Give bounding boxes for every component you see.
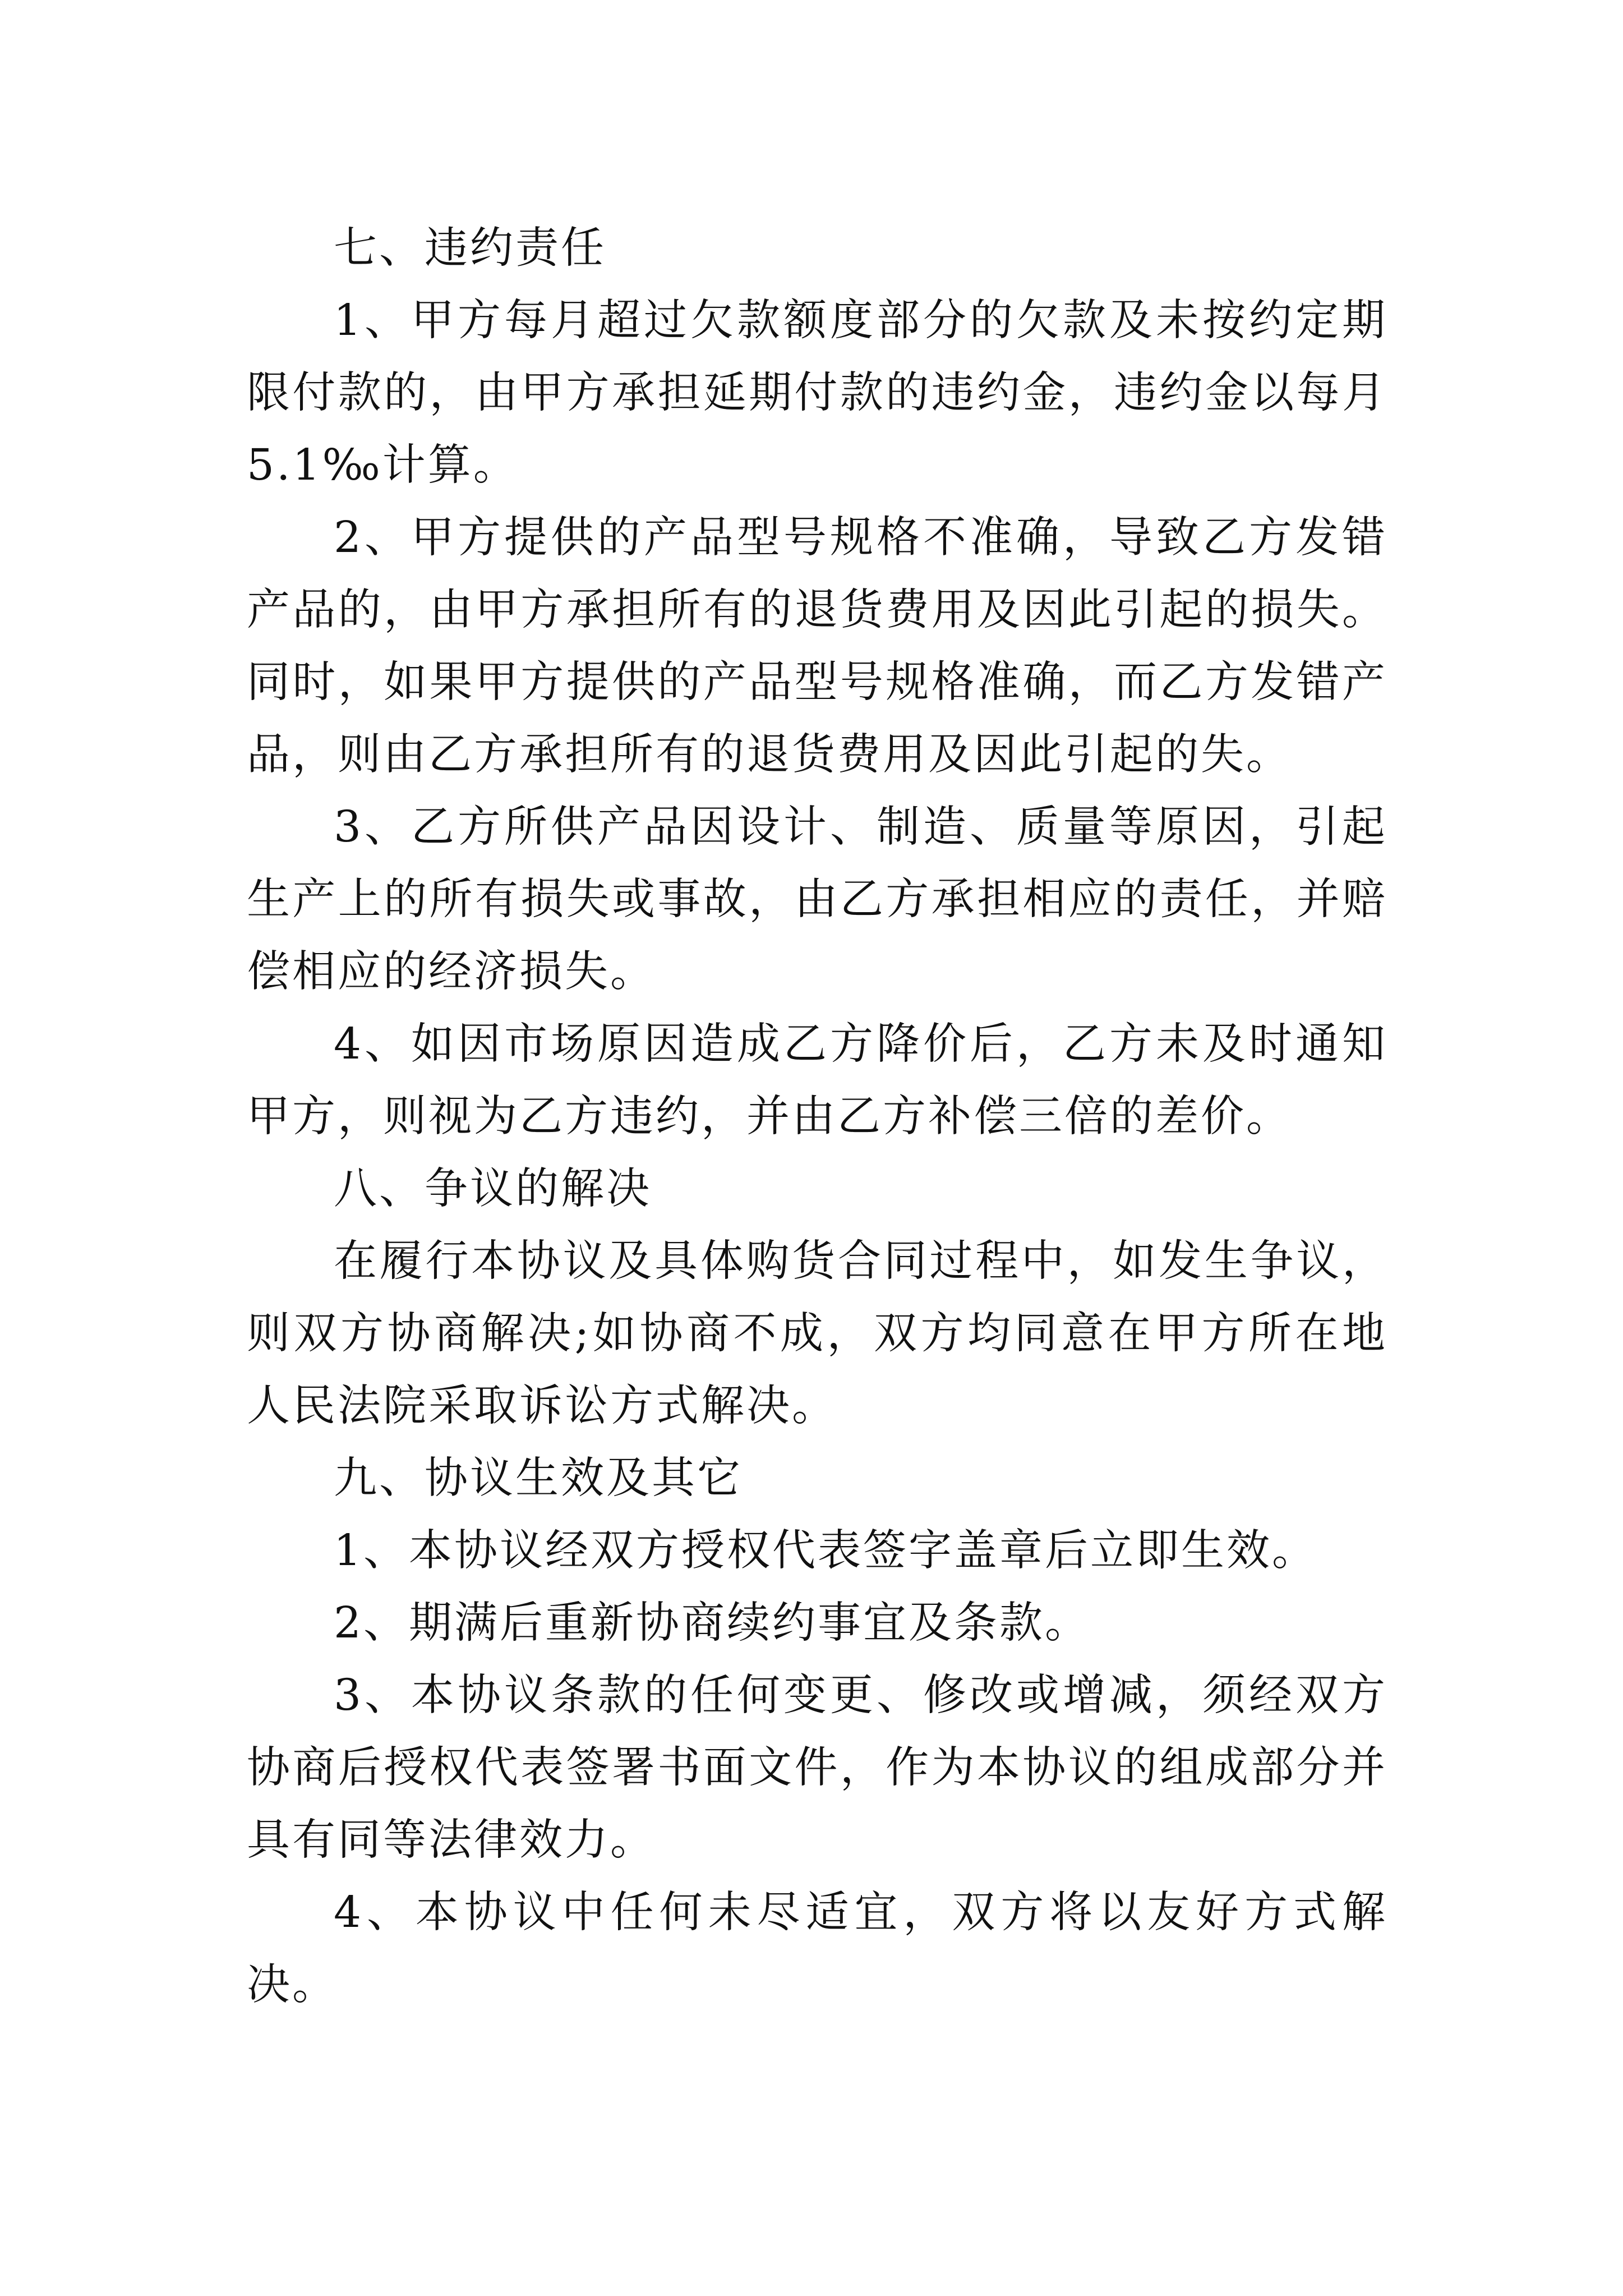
section-heading-effectiveness: 九、协议生效及其它: [334, 1453, 743, 1503]
document-body: [247, 212, 1387, 2021]
clause-8-body: 在履行本协议及具体购货合同过程中，如发生争议，则双方协商解决;如协商不成，双方均同意在甲方所在地人民法院采取诉讼方式解决。: [247, 1236, 1387, 1431]
clause-9-4: 4、本协议中任何未尽适宜，双方将以友好方式解决。: [247, 1888, 1387, 2010]
clause-9-2: 2、期满后重新协商续约事宜及条款。: [334, 1598, 1090, 1648]
clause-7-1: 1、甲方每月超过欠款额度部分的欠款及未按约定期限付款的，由甲方承担延期付款的违约金，违约金以每月5.1‰计算。: [247, 296, 1387, 490]
section-heading-dispute-resolution: 八、争议的解决: [334, 1164, 652, 1214]
clause-9-1: 1、本协议经双方授权代表签字盖章后立即生效。: [334, 1526, 1317, 1576]
clause-7-3: 3、乙方所供产品因设计、制造、质量等原因，引起生产上的所有损失或事故，由乙方承担相应的责任，并赔偿相应的经济损失。: [247, 802, 1387, 997]
clause-9-3: 3、本协议条款的任何变更、修改或增减，须经双方协商后授权代表签署书面文件，作为本协议的组成部分并具有同等法律效力。: [247, 1671, 1387, 1865]
clause-7-4: 4、如因市场原因造成乙方降价后，乙方未及时通知甲方，则视为乙方违约，并由乙方补偿三倍的差价。: [247, 1019, 1387, 1142]
clause-7-2: 2、甲方提供的产品型号规格不准确，导致乙方发错产品的，由甲方承担所有的退货费用及因此引起的损失。同时，如果甲方提供的产品型号规格准确，而乙方发错产品，则由乙方承担所有的退货费用及因此引起的失。: [247, 513, 1387, 780]
section-heading-breach-liability: 七、违约责任: [334, 223, 606, 273]
